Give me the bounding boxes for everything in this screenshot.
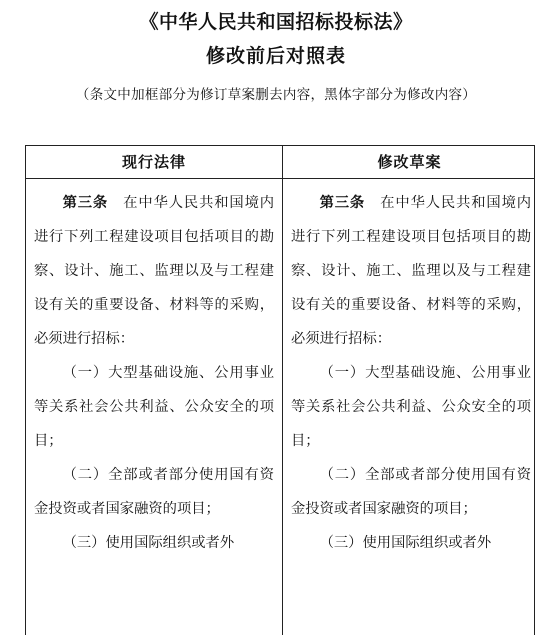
current-law-column — [34, 186, 274, 560]
comparison-table — [25, 145, 535, 635]
revised-draft-column — [291, 186, 531, 560]
article-paragraph — [34, 186, 274, 356]
document-subtitle: （条文中加框部分为修订草案删去内容，黑体字部分为修改内容） — [75, 87, 477, 103]
document-title-line-2: 修改前后对照表 — [205, 45, 346, 67]
article-label: 第三条 — [319, 195, 366, 211]
article-paragraph — [291, 186, 531, 356]
column-divider — [282, 146, 283, 635]
column-header-current-law: 现行法律 — [121, 153, 186, 171]
document-title: 《中华人民共和国招标投标法》 — [139, 11, 413, 33]
article-item: （三）使用国际组织或者外 — [62, 535, 235, 551]
article-label: 第三条 — [62, 195, 109, 211]
article-item: （三）使用国际组织或者外 — [319, 535, 492, 551]
article-text: 在中华人民共和国境内进行下列工程建设项目包括项目的勘察、设计、施工、监理以及与工程建设有关的重要设备、材料等的采购，必须进行招标： — [34, 195, 275, 347]
article-text: 在中华人民共和国境内进行下列工程建设项目包括项目的勘察、设计、施工、监理以及与工程建设有关的重要设备、材料等的采购，必须进行招标： — [291, 195, 532, 347]
header-divider — [26, 178, 534, 179]
column-header-revised-draft: 修改草案 — [377, 153, 442, 171]
article-item: （一）大型基础设施、公用事业等关系社会公共利益、公众安全的项目； — [34, 365, 274, 449]
article-item: （二）全部或者部分使用国有资金投资或者国家融资的项目； — [34, 467, 274, 517]
article-item: （二）全部或者部分使用国有资金投资或者国家融资的项目； — [291, 467, 531, 517]
article-item: （一）大型基础设施、公用事业等关系社会公共利益、公众安全的项目； — [291, 365, 531, 449]
